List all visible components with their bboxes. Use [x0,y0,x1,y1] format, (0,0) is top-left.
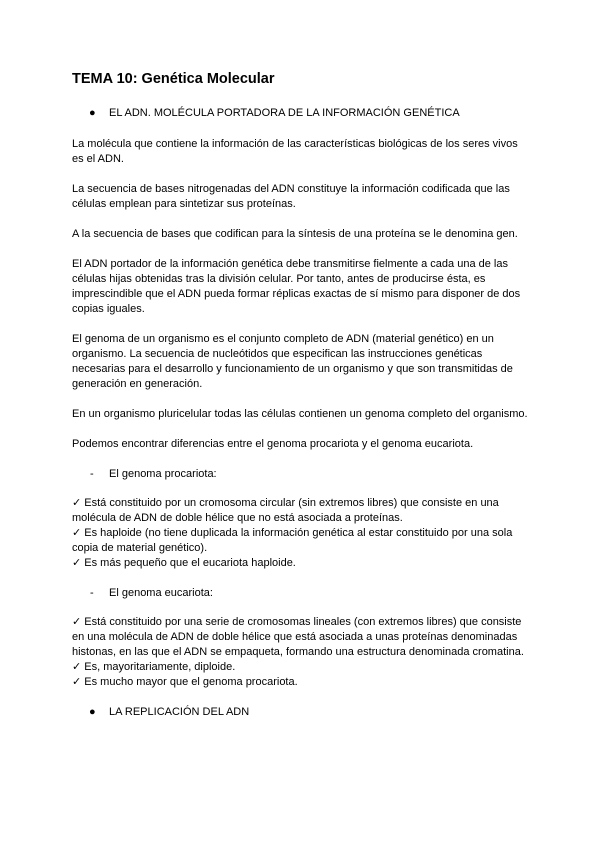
subheading-label: El genoma eucariota: [109,587,213,599]
bullet-icon: ● [89,107,96,119]
check-item: ✓ Es, mayoritariamente, diploide. [72,661,236,673]
document-page [72,70,532,736]
paragraph: La molécula que contiene la información de las características biológicas de los seres vivos es el ADN. [72,138,518,165]
check-item: ✓ Está constituido por una serie de cromosomas lineales (con extremos libres) que consiste en una molécula de ADN de doble hélice que está asociada a unas proteínas denominadas histonas, en las que el ADN se empaqueta, formando una estructura denominada cromatina. [72,616,524,658]
checklist-procariota [72,496,532,571]
paragraph: Podemos encontrar diferencias entre el genoma procariota y el genoma eucariota. [72,438,474,450]
paragraph: En un organismo pluricelular todas las células contienen un genoma completo del organismo. [72,408,528,420]
subheading-label: El genoma procariota: [109,468,217,480]
check-item: ✓ Está constituido por un cromosoma circular (sin extremos libres) que consiste en una molécula de ADN de doble hélice que no está asociada a proteínas. [72,497,499,524]
section-heading-adn [72,106,532,121]
dash-icon: - [90,468,94,480]
section-heading-label: EL ADN. MOLÉCULA PORTADORA DE LA INFORMACIÓN GENÉTICA [109,107,460,119]
subheading-eucariota [72,586,532,601]
checklist-eucariota [72,615,532,690]
dash-icon: - [90,587,94,599]
paragraph: El genoma de un organismo es el conjunto completo de ADN (material genético) en un organismo. La secuencia de nucleótidos que especifican las instrucciones genéticas necesarias para el desarrollo y funcionamiento de un organismo y que son transmitidas de generación en generación. [72,333,513,390]
subheading-procariota [72,467,532,482]
section-heading-replicacion [72,705,532,720]
section-heading-label: LA REPLICACIÓN DEL ADN [109,706,250,718]
check-item: ✓ Es más pequeño que el eucariota haploide. [72,557,296,569]
check-item: ✓ Es mucho mayor que el genoma procariota. [72,676,298,688]
paragraph: El ADN portador de la información genética debe transmitirse fielmente a cada una de las células hijas obtenidas tras la división celular. Por tanto, antes de producirse ésta, es imprescindible que el ADN pueda formar réplicas exactas de sí mismo para disponer de dos copias iguales. [72,258,521,315]
paragraph: A la secuencia de bases que codifican para la síntesis de una proteína se le denomina gen. [72,228,518,240]
bullet-icon: ● [89,706,96,718]
paragraph: La secuencia de bases nitrogenadas del ADN constituye la información codificada que las células emplean para sintetizar sus proteínas. [72,183,510,210]
check-item: ✓ Es haploide (no tiene duplicada la información genética al estar constituido por una sola copia de material genético). [72,527,513,554]
page-title: TEMA 10: Genética Molecular [72,71,275,87]
